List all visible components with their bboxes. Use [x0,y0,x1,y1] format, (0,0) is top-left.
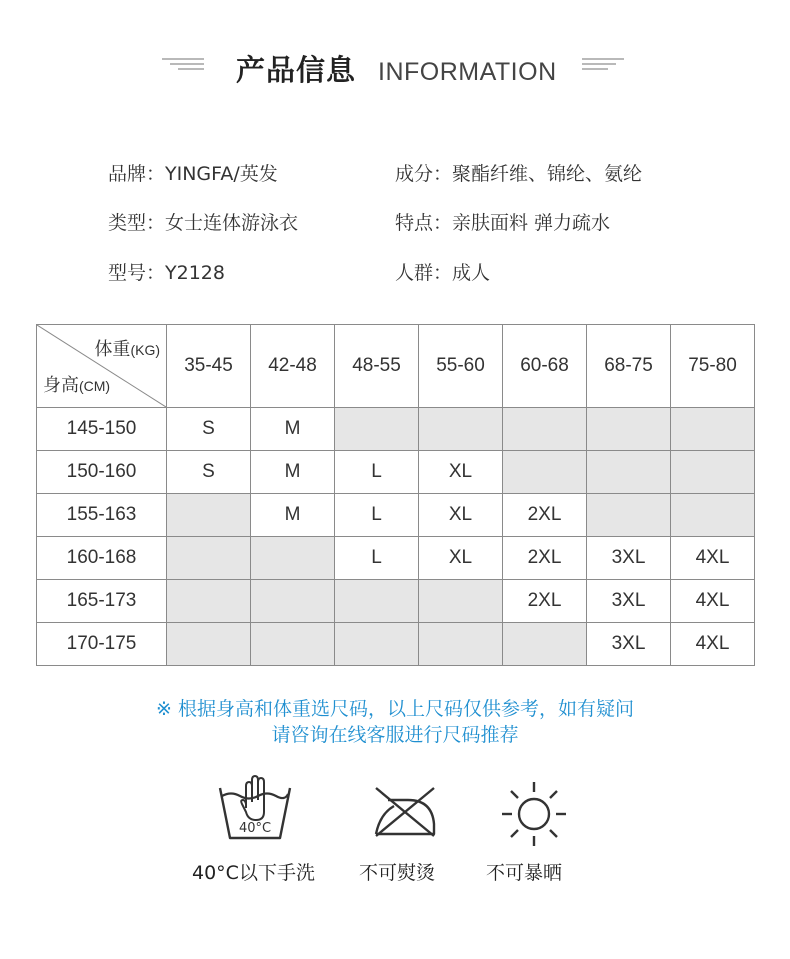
table-row [37,537,755,580]
size-cell-empty [587,408,671,451]
height-axis-label: 身高(CM) [43,375,111,395]
table-header-row [37,325,755,408]
size-cell-empty [167,623,251,666]
info-audience: 人群：成人 [395,262,491,284]
size-cell: L [335,537,419,580]
wash-label: 40°C以下手洗 [192,862,315,884]
weight-column-header: 35-45 [167,325,251,408]
size-cell-empty [251,580,335,623]
size-table [36,324,755,666]
size-cell: 4XL [671,623,755,666]
table-corner-cell [37,325,167,408]
weight-column-header: 75-80 [671,325,755,408]
hand-wash-icon [218,772,292,848]
info-model: 型号：Y2128 [108,262,225,284]
size-cell: M [251,451,335,494]
table-row [37,580,755,623]
size-cell-empty [671,408,755,451]
size-cell: S [167,451,251,494]
height-row-header: 160-168 [37,537,167,580]
size-cell-empty [167,580,251,623]
table-row [37,408,755,451]
height-row-header: 170-175 [37,623,167,666]
weight-column-header: 60-68 [503,325,587,408]
height-row-header: 155-163 [37,494,167,537]
size-cell-empty [671,494,755,537]
size-cell-empty [167,494,251,537]
table-row [37,451,755,494]
size-cell-empty [587,494,671,537]
size-cell-empty [335,580,419,623]
section-title [0,48,790,92]
size-note-line-2: 请咨询在线客服进行尺码推荐 [271,724,519,746]
size-cell: L [335,494,419,537]
size-cell: XL [419,537,503,580]
size-cell: XL [419,451,503,494]
weight-column-header: 55-60 [419,325,503,408]
height-row-header: 150-160 [37,451,167,494]
size-cell: XL [419,494,503,537]
size-cell-empty [503,451,587,494]
size-cell: 4XL [671,580,755,623]
sun-icon [500,780,568,852]
size-cell: 2XL [503,494,587,537]
size-cell-empty [167,537,251,580]
title-english: INFORMATION [378,58,557,86]
weight-column-header: 42-48 [251,325,335,408]
size-cell: 2XL [503,580,587,623]
title-decoration-right [582,58,624,70]
wash-temperature: 40°C [238,821,272,836]
info-composition: 成分：聚酯纤维、锦纶、氨纶 [395,163,643,185]
no-iron-icon [372,784,438,844]
height-row-header: 165-173 [37,580,167,623]
sun-label: 不可暴晒 [486,862,563,884]
size-cell: 3XL [587,623,671,666]
size-cell-empty [419,623,503,666]
table-row [37,623,755,666]
weight-column-header: 68-75 [587,325,671,408]
size-cell: L [335,451,419,494]
title-decoration-left [162,58,204,70]
size-cell-empty [419,408,503,451]
size-cell: M [251,494,335,537]
size-cell: 2XL [503,537,587,580]
height-row-header: 145-150 [37,408,167,451]
size-cell-empty [251,537,335,580]
size-cell-empty [503,623,587,666]
iron-label: 不可熨烫 [359,862,436,884]
weight-axis-label: 体重(KG) [94,339,160,359]
size-cell-empty [419,580,503,623]
size-cell: S [167,408,251,451]
table-row [37,494,755,537]
size-cell-empty [671,451,755,494]
info-brand: 品牌：YINGFA/英发 [108,163,278,185]
size-cell: M [251,408,335,451]
size-note-line-1: ※ 根据身高和体重选尺码，以上尺码仅供参考，如有疑问 [156,698,634,720]
weight-column-header: 48-55 [335,325,419,408]
title-chinese: 产品信息 [236,53,357,87]
info-type: 类型：女士连体游泳衣 [108,212,299,234]
size-cell-empty [587,451,671,494]
size-cell: 4XL [671,537,755,580]
size-cell: 3XL [587,580,671,623]
size-cell-empty [251,623,335,666]
size-cell-empty [503,408,587,451]
size-cell-empty [335,408,419,451]
size-cell-empty [335,623,419,666]
info-feature: 特点：亲肤面料 弹力疏水 [395,212,611,234]
size-cell: 3XL [587,537,671,580]
